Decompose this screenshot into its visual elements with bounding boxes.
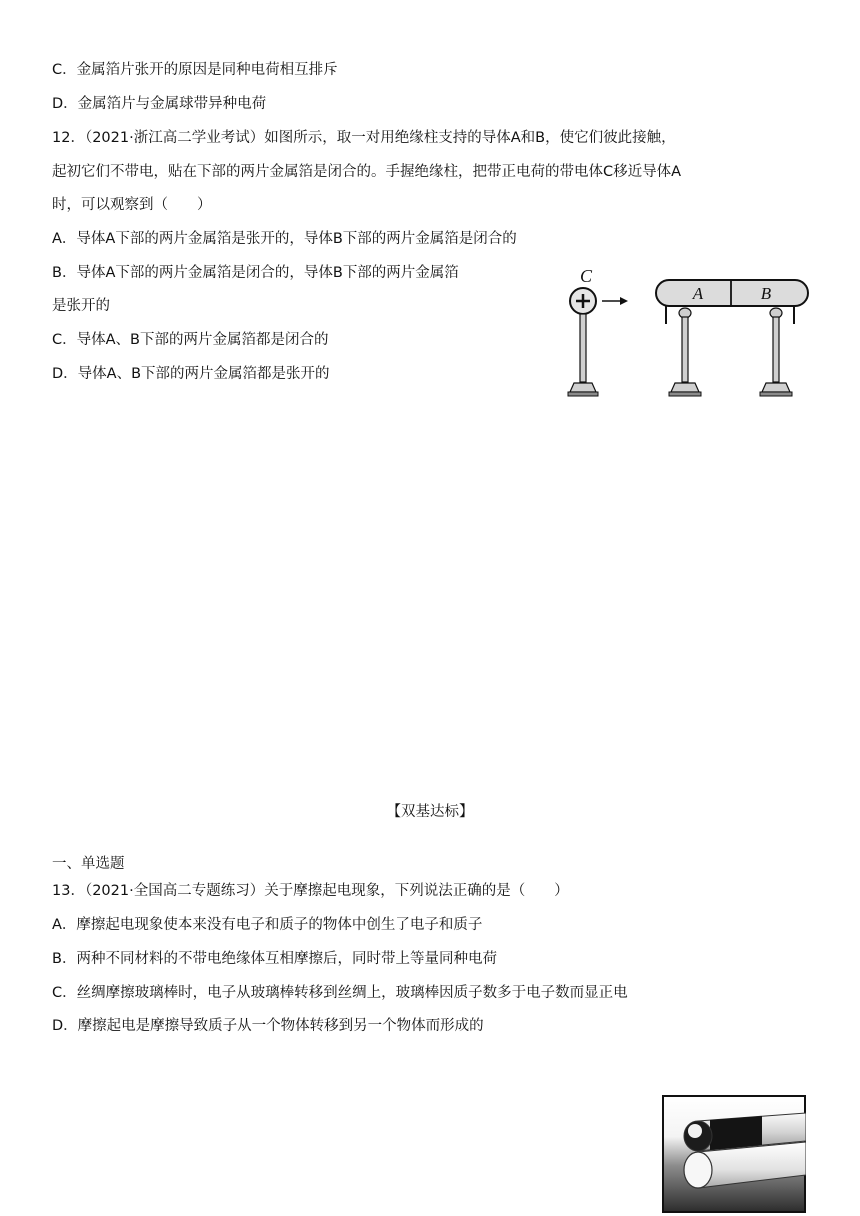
conductor-ab <box>656 280 808 324</box>
section-title: 【双基达标】 <box>386 804 474 820</box>
q13-stem: 13．（2021·全国高二专题练习）关于摩擦起电现象，下列说法正确的是（ ） <box>52 883 569 899</box>
q11-option-c: C．金属箔片张开的原因是同种电荷相互排斥 <box>52 62 338 78</box>
part-heading: 一、单选题 <box>52 856 125 872</box>
charged-body-c <box>568 288 598 396</box>
label-c: C <box>580 266 593 286</box>
q12-option-a: A．导体A下部的两片金属箔是张开的，导体B下部的两片金属箔是闭合的 <box>52 231 517 247</box>
q13-photo <box>662 1095 806 1213</box>
q12-stem-line-1: 12．（2021·浙江高二学业考试）如图所示，取一对用绝缘柱支持的导体A和B，使它们彼此接触， <box>52 130 676 146</box>
q12-option-d: D．导体A、B下部的两片金属箔都是张开的 <box>52 366 330 382</box>
arrow-icon <box>602 297 628 305</box>
q13-option-d: D．摩擦起电是摩擦导致质子从一个物体转移到另一个物体而形成的 <box>52 1018 484 1034</box>
q12-option-b-line-2: 是张开的 <box>52 298 110 314</box>
insulating-stand-a <box>669 308 701 396</box>
q13-option-b: B．两种不同材料的不带电绝缘体互相摩擦后，同时带上等量同种电荷 <box>52 951 497 967</box>
q11-option-d: D．金属箔片与金属球带异种电荷 <box>52 96 267 112</box>
q12-figure <box>560 262 820 402</box>
q12-option-b-line-1: B．导体A下部的两片金属箔是闭合的，导体B下部的两片金属箔 <box>52 265 459 281</box>
q12-stem-line-2: 起初它们不带电，贴在下部的两片金属箔是闭合的。手握绝缘柱，把带正电荷的带电体C移近导体A <box>52 164 682 180</box>
q12-stem-line-3: 时，可以观察到（ ） <box>52 197 212 213</box>
label-b: B <box>760 284 772 303</box>
q13-option-c: C．丝绸摩擦玻璃棒时，电子从玻璃棒转移到丝绸上，玻璃棒因质子数多于电子数而显正电 <box>52 985 628 1001</box>
q13-option-a: A．摩擦起电现象使本来没有电子和质子的物体中创生了电子和质子 <box>52 917 483 933</box>
label-a: A <box>692 284 704 303</box>
insulating-stand-b <box>760 308 792 396</box>
q12-option-c: C．导体A、B下部的两片金属箔都是闭合的 <box>52 332 329 348</box>
